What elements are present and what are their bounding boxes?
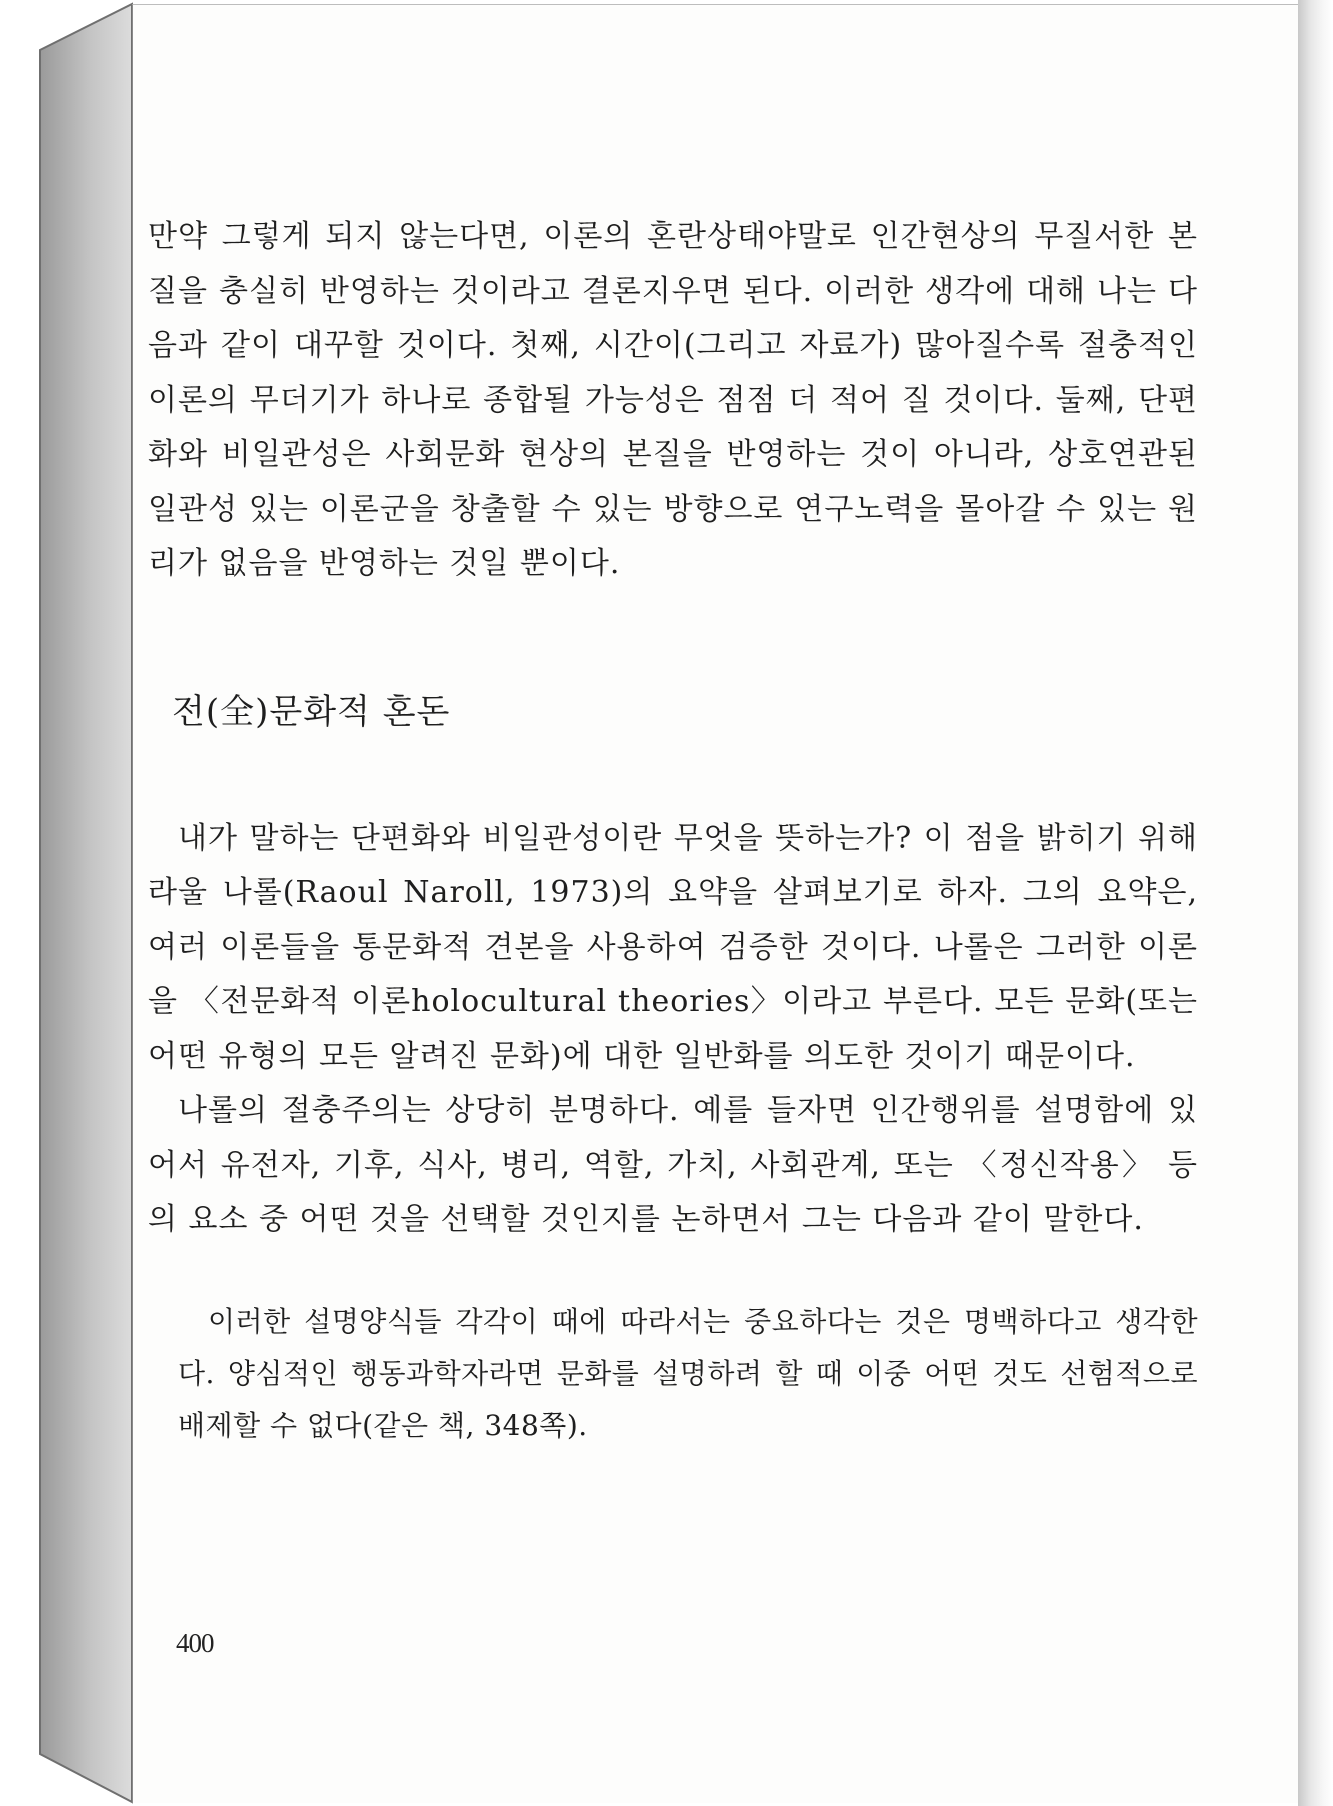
page-edge-shadow [1298,0,1333,1806]
block-quote [178,1296,1198,1452]
book-spine-shape [0,0,140,1806]
paragraph-1: 만약 그렇게 되지 않는다면, 이론의 혼란상태야말로 인간현상의 무질서한 본질을 충실히 반영하는 것이라고 결론지우면 된다. 이러한 생각에 대해 나는 다음과 같이 대꾸할 것이다. 첫째, 시간이(그리고 자료가) 많아질수록 절충적인 이론의 무더기가 하나로 종합될 가능성은 점점 더 적어 질 것이다. 둘째, 단편화와 비일관성은 사회문화 현상의 본질을 반영하는 것이 아니라, 상호연관된 일관성 있는 이론군을 창출할 수 있는 방향으로 연구노력을 몰아갈 수 있는 원리가 없음을 반영하는 것일 뿐이다. [148,219,1198,581]
book-spine [0,0,140,1806]
block-quote-text: 이러한 설명양식들 각각이 때에 따라서는 중요하다는 것은 명백하다고 생각한다. 양심적인 행동과학자라면 문화를 설명하려 할 때 이중 어떤 것도 선험적으로 배제할 수 없다(같은 책, 348쪽). [178,1304,1198,1442]
paragraph-2: 내가 말하는 단편화와 비일관성이란 무엇을 뜻하는가? 이 점을 밝히기 위해 라울 나롤(Raoul Naroll, 1973)의 요약을 살펴보기로 하자. 그의 요약은, 여러 이론들을 통문화적 견본을 사용하여 검증한 것이다. 나롤은 그러한 이론을 〈전문화적 이론holocultural theories〉이라고 부른다. 모든 문화(또는 어떤 유형의 모든 알려진 문화)에 대한 일반화를 의도한 것이기 때문이다. [148,820,1198,1074]
page-content [148,210,1198,1452]
page-number: 400 [176,1628,214,1658]
section-heading: 전(全)문화적 혼돈 [172,691,451,732]
paragraph-3: 나롤의 절충주의는 상당히 분명하다. 예를 들자면 인간행위를 설명함에 있어서 유전자, 기후, 식사, 병리, 역할, 가치, 사회관계, 또는 〈정신작용〉 등의 요소 중 어떤 것을 선택할 것인지를 논하면서 그는 다음과 같이 말한다. [148,1093,1198,1237]
